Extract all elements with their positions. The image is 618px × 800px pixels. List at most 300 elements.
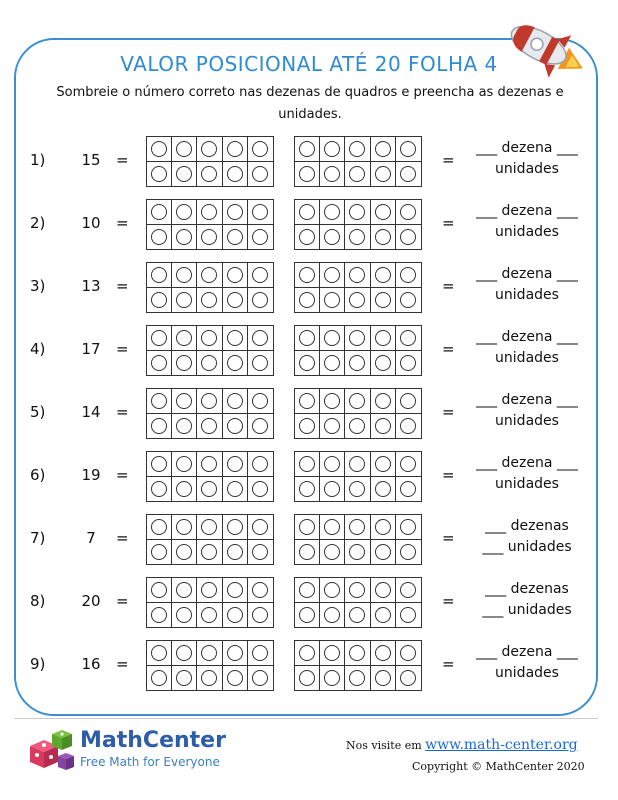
ten-frame-cell[interactable] xyxy=(172,351,197,376)
counter-circle[interactable] xyxy=(151,670,167,686)
counter-circle[interactable] xyxy=(349,267,365,283)
counter-circle[interactable] xyxy=(299,267,315,283)
ten-frame-cell[interactable] xyxy=(345,162,370,187)
counter-circle[interactable] xyxy=(151,267,167,283)
ten-frame-cell[interactable] xyxy=(396,326,421,351)
ten-frame-cell[interactable] xyxy=(396,641,421,666)
ten-frame-cell[interactable] xyxy=(345,515,370,540)
ten-frame-cell[interactable] xyxy=(223,666,248,691)
counter-circle[interactable] xyxy=(252,166,268,182)
counter-circle[interactable] xyxy=(375,292,391,308)
counter-circle[interactable] xyxy=(324,456,340,472)
answer-blank[interactable] xyxy=(462,579,592,621)
ten-frame-cell[interactable] xyxy=(396,137,421,162)
counter-circle[interactable] xyxy=(151,582,167,598)
ten-frame-cell[interactable] xyxy=(320,137,345,162)
ten-frame-cell[interactable] xyxy=(320,578,345,603)
counter-circle[interactable] xyxy=(227,582,243,598)
counter-circle[interactable] xyxy=(201,645,217,661)
ten-frame-cell[interactable] xyxy=(248,603,273,628)
counter-circle[interactable] xyxy=(375,204,391,220)
counter-circle[interactable] xyxy=(349,393,365,409)
counter-circle[interactable] xyxy=(252,607,268,623)
counter-circle[interactable] xyxy=(176,330,192,346)
ten-frame-cell[interactable] xyxy=(197,477,222,502)
counter-circle[interactable] xyxy=(227,481,243,497)
ten-frame-cell[interactable] xyxy=(345,666,370,691)
counter-circle[interactable] xyxy=(299,670,315,686)
counter-circle[interactable] xyxy=(324,355,340,371)
counter-circle[interactable] xyxy=(299,544,315,560)
ten-frame-cell[interactable] xyxy=(172,225,197,250)
ten-frame-cell[interactable] xyxy=(295,452,320,477)
counter-circle[interactable] xyxy=(201,330,217,346)
ten-frame-cell[interactable] xyxy=(223,200,248,225)
ten-frame-cell[interactable] xyxy=(248,414,273,439)
website-link[interactable]: www.math-center.org xyxy=(425,737,578,753)
ten-frame-cell[interactable] xyxy=(172,452,197,477)
ten-frame-cell[interactable] xyxy=(345,452,370,477)
counter-circle[interactable] xyxy=(201,355,217,371)
answer-blank[interactable] xyxy=(462,516,592,558)
ten-frame-cell[interactable] xyxy=(223,351,248,376)
counter-circle[interactable] xyxy=(252,645,268,661)
ten-frame-cell[interactable] xyxy=(223,452,248,477)
ten-frame-cell[interactable] xyxy=(248,452,273,477)
counter-circle[interactable] xyxy=(400,645,416,661)
ten-frame-cell[interactable] xyxy=(295,326,320,351)
counter-circle[interactable] xyxy=(151,544,167,560)
counter-circle[interactable] xyxy=(227,519,243,535)
counter-circle[interactable] xyxy=(176,582,192,598)
counter-circle[interactable] xyxy=(176,393,192,409)
ten-frame-cell[interactable] xyxy=(396,351,421,376)
counter-circle[interactable] xyxy=(299,204,315,220)
ten-frame-cell[interactable] xyxy=(248,162,273,187)
counter-circle[interactable] xyxy=(176,418,192,434)
ten-frame-cell[interactable] xyxy=(172,477,197,502)
answer-blank[interactable] xyxy=(462,138,592,180)
ten-frame-cell[interactable] xyxy=(345,540,370,565)
counter-circle[interactable] xyxy=(375,141,391,157)
counter-circle[interactable] xyxy=(375,607,391,623)
ten-frame-cell[interactable] xyxy=(147,288,172,313)
counter-circle[interactable] xyxy=(299,582,315,598)
ten-frame-cell[interactable] xyxy=(396,225,421,250)
ten-frame-cell[interactable] xyxy=(295,477,320,502)
answer-blank[interactable] xyxy=(462,264,592,306)
counter-circle[interactable] xyxy=(324,544,340,560)
ten-frame-cell[interactable] xyxy=(248,578,273,603)
counter-circle[interactable] xyxy=(400,418,416,434)
ten-frame-cell[interactable] xyxy=(147,351,172,376)
counter-circle[interactable] xyxy=(151,607,167,623)
ten-frame-cell[interactable] xyxy=(197,515,222,540)
ten-frame-cell[interactable] xyxy=(147,540,172,565)
ten-frame-cell[interactable] xyxy=(172,288,197,313)
counter-circle[interactable] xyxy=(201,519,217,535)
counter-circle[interactable] xyxy=(176,166,192,182)
counter-circle[interactable] xyxy=(349,582,365,598)
ten-frame-cell[interactable] xyxy=(396,414,421,439)
ten-frame-cell[interactable] xyxy=(371,351,396,376)
counter-circle[interactable] xyxy=(176,544,192,560)
ten-frame-cell[interactable] xyxy=(197,263,222,288)
ten-frame-cell[interactable] xyxy=(295,389,320,414)
counter-circle[interactable] xyxy=(176,292,192,308)
counter-circle[interactable] xyxy=(227,229,243,245)
ten-frame-cell[interactable] xyxy=(295,414,320,439)
counter-circle[interactable] xyxy=(252,330,268,346)
ten-frame-cell[interactable] xyxy=(248,200,273,225)
counter-circle[interactable] xyxy=(252,456,268,472)
ten-frame-cell[interactable] xyxy=(223,137,248,162)
ten-frame-cell[interactable] xyxy=(223,263,248,288)
counter-circle[interactable] xyxy=(375,519,391,535)
counter-circle[interactable] xyxy=(400,292,416,308)
counter-circle[interactable] xyxy=(349,330,365,346)
counter-circle[interactable] xyxy=(299,519,315,535)
ten-frame-cell[interactable] xyxy=(345,351,370,376)
ten-frame-cell[interactable] xyxy=(223,162,248,187)
ten-frame-cell[interactable] xyxy=(248,477,273,502)
counter-circle[interactable] xyxy=(151,456,167,472)
counter-circle[interactable] xyxy=(252,204,268,220)
counter-circle[interactable] xyxy=(151,166,167,182)
counter-circle[interactable] xyxy=(324,166,340,182)
counter-circle[interactable] xyxy=(349,456,365,472)
counter-circle[interactable] xyxy=(252,418,268,434)
counter-circle[interactable] xyxy=(227,544,243,560)
ten-frame-cell[interactable] xyxy=(147,641,172,666)
ten-frame-cell[interactable] xyxy=(147,414,172,439)
counter-circle[interactable] xyxy=(400,456,416,472)
counter-circle[interactable] xyxy=(299,645,315,661)
ten-frame-cell[interactable] xyxy=(396,200,421,225)
ten-frame-cell[interactable] xyxy=(223,389,248,414)
counter-circle[interactable] xyxy=(201,141,217,157)
counter-circle[interactable] xyxy=(151,355,167,371)
ten-frame-cell[interactable] xyxy=(320,389,345,414)
ten-frame-cell[interactable] xyxy=(197,200,222,225)
counter-circle[interactable] xyxy=(400,481,416,497)
counter-circle[interactable] xyxy=(227,330,243,346)
counter-circle[interactable] xyxy=(324,670,340,686)
counter-circle[interactable] xyxy=(299,481,315,497)
ten-frame-cell[interactable] xyxy=(320,540,345,565)
counter-circle[interactable] xyxy=(324,141,340,157)
ten-frame-cell[interactable] xyxy=(345,326,370,351)
counter-circle[interactable] xyxy=(375,330,391,346)
answer-blank[interactable] xyxy=(462,327,592,369)
ten-frame-cell[interactable] xyxy=(345,389,370,414)
counter-circle[interactable] xyxy=(299,418,315,434)
ten-frame-cell[interactable] xyxy=(345,137,370,162)
counter-circle[interactable] xyxy=(201,456,217,472)
ten-frame-cell[interactable] xyxy=(197,389,222,414)
counter-circle[interactable] xyxy=(252,582,268,598)
ten-frame-cell[interactable] xyxy=(295,641,320,666)
ten-frame-cell[interactable] xyxy=(223,641,248,666)
ten-frame-cell[interactable] xyxy=(295,540,320,565)
counter-circle[interactable] xyxy=(400,267,416,283)
ten-frame-cell[interactable] xyxy=(345,200,370,225)
counter-circle[interactable] xyxy=(201,393,217,409)
counter-circle[interactable] xyxy=(324,229,340,245)
counter-circle[interactable] xyxy=(324,393,340,409)
ten-frame-cell[interactable] xyxy=(248,137,273,162)
counter-circle[interactable] xyxy=(201,544,217,560)
ten-frame-cell[interactable] xyxy=(248,263,273,288)
counter-circle[interactable] xyxy=(299,607,315,623)
ten-frame-cell[interactable] xyxy=(295,603,320,628)
ten-frame-cell[interactable] xyxy=(147,477,172,502)
counter-circle[interactable] xyxy=(227,141,243,157)
ten-frame-cell[interactable] xyxy=(371,225,396,250)
counter-circle[interactable] xyxy=(400,204,416,220)
counter-circle[interactable] xyxy=(151,204,167,220)
counter-circle[interactable] xyxy=(252,670,268,686)
ten-frame-cell[interactable] xyxy=(320,200,345,225)
counter-circle[interactable] xyxy=(324,267,340,283)
ten-frame-cell[interactable] xyxy=(345,414,370,439)
counter-circle[interactable] xyxy=(375,544,391,560)
counter-circle[interactable] xyxy=(375,229,391,245)
counter-circle[interactable] xyxy=(375,393,391,409)
ten-frame-cell[interactable] xyxy=(396,452,421,477)
ten-frame-cell[interactable] xyxy=(295,162,320,187)
counter-circle[interactable] xyxy=(324,204,340,220)
counter-circle[interactable] xyxy=(176,519,192,535)
counter-circle[interactable] xyxy=(176,204,192,220)
ten-frame-cell[interactable] xyxy=(248,288,273,313)
ten-frame-cell[interactable] xyxy=(396,603,421,628)
ten-frame-cell[interactable] xyxy=(197,162,222,187)
ten-frame-cell[interactable] xyxy=(295,137,320,162)
ten-frame-cell[interactable] xyxy=(320,263,345,288)
ten-frame-cell[interactable] xyxy=(396,540,421,565)
counter-circle[interactable] xyxy=(349,607,365,623)
counter-circle[interactable] xyxy=(151,519,167,535)
counter-circle[interactable] xyxy=(252,267,268,283)
counter-circle[interactable] xyxy=(151,418,167,434)
counter-circle[interactable] xyxy=(400,607,416,623)
ten-frame-cell[interactable] xyxy=(197,326,222,351)
counter-circle[interactable] xyxy=(375,456,391,472)
answer-blank[interactable] xyxy=(462,390,592,432)
counter-circle[interactable] xyxy=(227,292,243,308)
ten-frame-cell[interactable] xyxy=(197,666,222,691)
counter-circle[interactable] xyxy=(400,393,416,409)
ten-frame-cell[interactable] xyxy=(197,225,222,250)
counter-circle[interactable] xyxy=(299,229,315,245)
ten-frame-cell[interactable] xyxy=(345,263,370,288)
ten-frame-cell[interactable] xyxy=(371,641,396,666)
ten-frame-cell[interactable] xyxy=(197,137,222,162)
counter-circle[interactable] xyxy=(324,481,340,497)
ten-frame-cell[interactable] xyxy=(172,540,197,565)
ten-frame-cell[interactable] xyxy=(147,452,172,477)
counter-circle[interactable] xyxy=(227,393,243,409)
ten-frame-cell[interactable] xyxy=(371,288,396,313)
ten-frame-cell[interactable] xyxy=(345,288,370,313)
counter-circle[interactable] xyxy=(201,607,217,623)
ten-frame-cell[interactable] xyxy=(295,288,320,313)
counter-circle[interactable] xyxy=(375,355,391,371)
ten-frame-cell[interactable] xyxy=(320,666,345,691)
ten-frame-cell[interactable] xyxy=(223,288,248,313)
ten-frame-cell[interactable] xyxy=(320,515,345,540)
counter-circle[interactable] xyxy=(299,330,315,346)
ten-frame-cell[interactable] xyxy=(295,515,320,540)
ten-frame-cell[interactable] xyxy=(371,578,396,603)
counter-circle[interactable] xyxy=(227,645,243,661)
ten-frame-cell[interactable] xyxy=(320,603,345,628)
counter-circle[interactable] xyxy=(324,418,340,434)
ten-frame-cell[interactable] xyxy=(248,351,273,376)
counter-circle[interactable] xyxy=(349,544,365,560)
ten-frame-cell[interactable] xyxy=(371,603,396,628)
answer-blank[interactable] xyxy=(462,201,592,243)
counter-circle[interactable] xyxy=(201,582,217,598)
counter-circle[interactable] xyxy=(375,267,391,283)
counter-circle[interactable] xyxy=(324,330,340,346)
ten-frame-cell[interactable] xyxy=(223,540,248,565)
ten-frame-cell[interactable] xyxy=(172,414,197,439)
ten-frame-cell[interactable] xyxy=(320,288,345,313)
ten-frame-cell[interactable] xyxy=(371,137,396,162)
ten-frame-cell[interactable] xyxy=(371,477,396,502)
ten-frame-cell[interactable] xyxy=(295,200,320,225)
ten-frame-cell[interactable] xyxy=(147,200,172,225)
ten-frame-cell[interactable] xyxy=(345,641,370,666)
ten-frame-cell[interactable] xyxy=(371,414,396,439)
ten-frame-cell[interactable] xyxy=(345,578,370,603)
counter-circle[interactable] xyxy=(176,229,192,245)
ten-frame-cell[interactable] xyxy=(295,225,320,250)
ten-frame-cell[interactable] xyxy=(147,137,172,162)
ten-frame-cell[interactable] xyxy=(396,477,421,502)
counter-circle[interactable] xyxy=(299,456,315,472)
ten-frame-cell[interactable] xyxy=(197,351,222,376)
ten-frame-cell[interactable] xyxy=(147,263,172,288)
counter-circle[interactable] xyxy=(349,292,365,308)
ten-frame-cell[interactable] xyxy=(295,666,320,691)
counter-circle[interactable] xyxy=(201,267,217,283)
counter-circle[interactable] xyxy=(227,607,243,623)
ten-frame-cell[interactable] xyxy=(371,162,396,187)
counter-circle[interactable] xyxy=(227,267,243,283)
counter-circle[interactable] xyxy=(176,481,192,497)
ten-frame-cell[interactable] xyxy=(295,578,320,603)
ten-frame-cell[interactable] xyxy=(172,603,197,628)
ten-frame-cell[interactable] xyxy=(320,477,345,502)
counter-circle[interactable] xyxy=(299,292,315,308)
ten-frame-cell[interactable] xyxy=(396,263,421,288)
counter-circle[interactable] xyxy=(349,204,365,220)
ten-frame-cell[interactable] xyxy=(371,263,396,288)
counter-circle[interactable] xyxy=(176,645,192,661)
counter-circle[interactable] xyxy=(375,670,391,686)
counter-circle[interactable] xyxy=(151,330,167,346)
counter-circle[interactable] xyxy=(324,292,340,308)
ten-frame-cell[interactable] xyxy=(396,515,421,540)
counter-circle[interactable] xyxy=(349,166,365,182)
ten-frame-cell[interactable] xyxy=(248,641,273,666)
counter-circle[interactable] xyxy=(400,141,416,157)
ten-frame-cell[interactable] xyxy=(248,515,273,540)
counter-circle[interactable] xyxy=(349,418,365,434)
ten-frame-cell[interactable] xyxy=(396,389,421,414)
counter-circle[interactable] xyxy=(201,292,217,308)
counter-circle[interactable] xyxy=(375,645,391,661)
counter-circle[interactable] xyxy=(349,645,365,661)
ten-frame-cell[interactable] xyxy=(371,515,396,540)
counter-circle[interactable] xyxy=(349,519,365,535)
ten-frame-cell[interactable] xyxy=(345,477,370,502)
counter-circle[interactable] xyxy=(252,544,268,560)
ten-frame-cell[interactable] xyxy=(147,603,172,628)
counter-circle[interactable] xyxy=(299,355,315,371)
counter-circle[interactable] xyxy=(151,393,167,409)
ten-frame-cell[interactable] xyxy=(172,389,197,414)
ten-frame-cell[interactable] xyxy=(223,414,248,439)
counter-circle[interactable] xyxy=(252,141,268,157)
counter-circle[interactable] xyxy=(201,204,217,220)
ten-frame-cell[interactable] xyxy=(320,351,345,376)
counter-circle[interactable] xyxy=(252,229,268,245)
counter-circle[interactable] xyxy=(151,481,167,497)
ten-frame-cell[interactable] xyxy=(248,666,273,691)
counter-circle[interactable] xyxy=(227,456,243,472)
ten-frame-cell[interactable] xyxy=(295,351,320,376)
ten-frame-cell[interactable] xyxy=(147,389,172,414)
counter-circle[interactable] xyxy=(299,166,315,182)
ten-frame-cell[interactable] xyxy=(371,540,396,565)
ten-frame-cell[interactable] xyxy=(147,225,172,250)
ten-frame-cell[interactable] xyxy=(396,162,421,187)
counter-circle[interactable] xyxy=(400,519,416,535)
ten-frame-cell[interactable] xyxy=(371,452,396,477)
counter-circle[interactable] xyxy=(349,229,365,245)
counter-circle[interactable] xyxy=(375,582,391,598)
ten-frame-cell[interactable] xyxy=(396,288,421,313)
ten-frame-cell[interactable] xyxy=(320,414,345,439)
ten-frame-cell[interactable] xyxy=(147,326,172,351)
counter-circle[interactable] xyxy=(324,607,340,623)
ten-frame-cell[interactable] xyxy=(248,540,273,565)
counter-circle[interactable] xyxy=(349,141,365,157)
counter-circle[interactable] xyxy=(400,166,416,182)
ten-frame-cell[interactable] xyxy=(147,578,172,603)
ten-frame-cell[interactable] xyxy=(147,515,172,540)
ten-frame-cell[interactable] xyxy=(320,225,345,250)
ten-frame-cell[interactable] xyxy=(320,326,345,351)
counter-circle[interactable] xyxy=(349,355,365,371)
ten-frame-cell[interactable] xyxy=(172,515,197,540)
counter-circle[interactable] xyxy=(400,670,416,686)
ten-frame-cell[interactable] xyxy=(223,578,248,603)
ten-frame-cell[interactable] xyxy=(396,578,421,603)
counter-circle[interactable] xyxy=(176,607,192,623)
ten-frame-cell[interactable] xyxy=(371,666,396,691)
counter-circle[interactable] xyxy=(349,481,365,497)
ten-frame-cell[interactable] xyxy=(172,137,197,162)
counter-circle[interactable] xyxy=(252,355,268,371)
counter-circle[interactable] xyxy=(201,418,217,434)
counter-circle[interactable] xyxy=(176,355,192,371)
ten-frame-cell[interactable] xyxy=(197,288,222,313)
